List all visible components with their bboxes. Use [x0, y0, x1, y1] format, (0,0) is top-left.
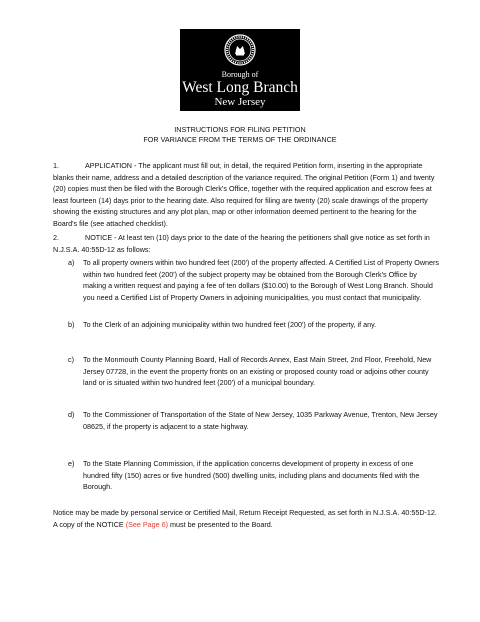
list-item-marker: b): [68, 320, 75, 329]
section-text: NOTICE - At least ten (10) days prior to the date of the hearing the petitioners shall give notice as set forth in N.J.S.A. 40:55D-12 as follows:: [53, 233, 430, 254]
closing-text-end: must be presented to the Board.: [168, 519, 273, 529]
page-title: INSTRUCTIONS FOR FILING PETITION: [174, 125, 306, 134]
list-item: [68, 257, 440, 303]
list-item-marker: a): [68, 258, 75, 267]
list-item: [68, 319, 440, 331]
section-application: [53, 160, 437, 229]
section-text: APPLICATION - The applicant must fill out, in detail, the required Petition form, inserting in the appropriate blanks their name, address and a detailed description of the variance required. The original Petition (Form 1) and twenty (20) copies must then be filed with the Borough Clerk's Office, together with the required application and escrow fees at least fourteen (14) days prior to the hearing date. Also required for filing are twenty (20) scale drawings of the property showing the existing structures and any plot plan, map or other information deemed pertinent to the hearing for the Board's file (see attached checklist).: [53, 161, 435, 228]
list-item-text: To the State Planning Commission, if the application concerns development of property in excess of one hundred fifty (150) acres or five hundred (500) dwelling units, including plans and documents filed with the Borough.: [83, 459, 420, 491]
list-item-marker: c): [68, 355, 74, 364]
section-number: 2.: [53, 233, 59, 242]
logo-borough-of: Borough of: [221, 70, 259, 79]
closing-paragraph: [53, 507, 437, 530]
list-item: [68, 354, 440, 389]
page-subtitle: FOR VARIANCE FROM THE TERMS OF THE ORDINANCE: [143, 135, 337, 144]
see-page-6-link[interactable]: (See Page 6): [125, 519, 169, 529]
list-item: [68, 458, 440, 493]
logo-municipality-name: West Long Branch: [182, 79, 298, 96]
list-item-marker: e): [68, 459, 75, 468]
section-number: 1.: [53, 161, 59, 170]
borough-logo: [180, 29, 300, 111]
borough-seal-icon: [224, 34, 256, 66]
section-notice: [53, 232, 437, 255]
list-item: [68, 409, 440, 432]
list-item-marker: d): [68, 410, 75, 419]
list-item-text: To the Commissioner of Transportation of the State of New Jersey, 1035 Parkway Avenue, Trenton, New Jersey 08625, if the property is adjacent to a state highway.: [83, 410, 438, 431]
closing-text: Notice may be made by personal service or Certified Mail, Return Receipt Requested, as set forth in N.J.S.A. 40:55D-12. A copy of the NOTICE: [53, 508, 437, 529]
list-item-text: To the Clerk of an adjoining municipality within two hundred feet (200') of the property, if any.: [83, 320, 377, 329]
list-item-text: To the Monmouth County Planning Board, Hall of Records Annex, East Main Street, 2nd Floor, Freehold, New Jersey 07728, in the event the property fronts on an existing or proposed county road or adjoins other county land or is situated within two hundred feet (200') of a municipal boundary.: [83, 355, 432, 387]
list-item-text: To all property owners within two hundred feet (200') of the property affected. A Certified List of Property Owners within two hundred feet (200') of the subject property may be obtained from the Borough Clerk's Office by making a written request and paying a fee of ten dollars ($10.00) to the Borough of West Long Branch. Should you need a Certified List of Property Owners in adjoining municipalities, you must contact that municipality.: [83, 258, 440, 302]
logo-state: New Jersey: [214, 96, 266, 108]
